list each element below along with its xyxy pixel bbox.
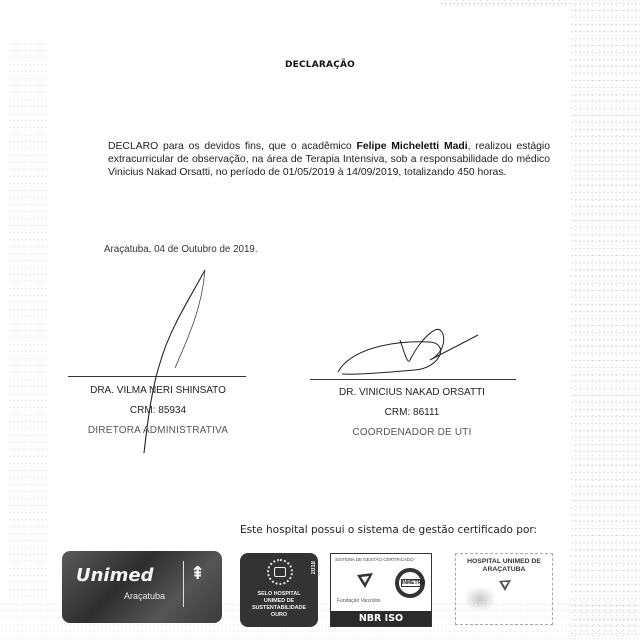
signer-block-left xyxy=(58,381,258,441)
iso-standard: NBR ISO 9001:2015 xyxy=(331,611,431,626)
declaration-rest: , realizou estágio extracurricular de observação, na área de Terapia Intensiva, sob a responsabilidade do médico Vinicius Nakad Orsatti, no período de 01/05/2019 à 14/09/2019, totalizando 450 horas. xyxy=(108,141,550,178)
scan-noise-right xyxy=(570,0,640,640)
seal-year: 2018 xyxy=(311,561,317,575)
seal-line: SUSTENTABILIDADE xyxy=(251,605,307,611)
signer-role: COORDENADOR DE UTI xyxy=(352,427,472,438)
stamp-text xyxy=(456,558,552,574)
signer-crm: CRM: 85934 xyxy=(129,405,187,416)
stamp-line: ARAÇATUBA xyxy=(482,566,526,573)
sustainability-seal-logo xyxy=(240,553,318,627)
signer-block-right xyxy=(312,383,512,443)
signer-name: DRA. VILMA NERI SHINSATO xyxy=(90,385,226,396)
place-date: Araçatuba, 04 de Outubro de 2019. xyxy=(104,244,258,255)
scan-noise-left xyxy=(8,40,48,600)
stamp-line: HOSPITAL UNIMED DE xyxy=(467,558,541,565)
vanzolini-check-icon xyxy=(355,570,375,590)
signer-name: DR. VINICIUS NAKAD ORSATTI xyxy=(339,387,485,398)
iso-header: SISTEMA DE GESTÃO CERTIFICADO xyxy=(335,557,414,562)
signer-role: DIRETORA ADMINISTRATIVA xyxy=(87,425,229,436)
unimed-tree-icon: ⇞ xyxy=(190,563,206,584)
seal-line: UNIMED DE xyxy=(263,598,295,604)
unimed-city: Araçatuba xyxy=(124,591,166,601)
stamp-check-icon xyxy=(498,578,512,592)
inmetro-seal-icon xyxy=(395,568,425,598)
unimed-divider xyxy=(183,561,184,607)
stamp-smudge xyxy=(464,586,496,612)
iso-certification-logo xyxy=(330,553,432,639)
declaration-body xyxy=(108,140,550,179)
unimed-logo xyxy=(62,551,222,623)
document-title: DECLARAÇÃO xyxy=(284,60,356,70)
declaration-intro: DECLARO para os devidos fins, que o acadêmico xyxy=(108,141,357,152)
scan-noise-top xyxy=(440,0,570,8)
gear-badge-icon xyxy=(267,559,293,585)
certification-caption: Este hospital possui o sistema de gestão certificado por: xyxy=(240,524,538,536)
seal-line: SELO HOSPITAL xyxy=(257,591,301,597)
seal-text xyxy=(240,591,318,619)
signer-crm: CRM: 86111 xyxy=(384,407,440,418)
student-name: Felipe Micheletti Madi xyxy=(356,141,468,152)
hospital-stamp xyxy=(455,553,553,625)
seal-line: OURO xyxy=(270,612,288,618)
signature-line-right xyxy=(310,379,516,380)
unimed-wordmark: Unimed xyxy=(76,565,154,586)
signature-right xyxy=(330,320,480,380)
foundation-name: Fundação Vanzolini xyxy=(337,598,381,604)
seal-label: INMETRO xyxy=(402,580,426,586)
signature-line-left xyxy=(68,376,246,377)
